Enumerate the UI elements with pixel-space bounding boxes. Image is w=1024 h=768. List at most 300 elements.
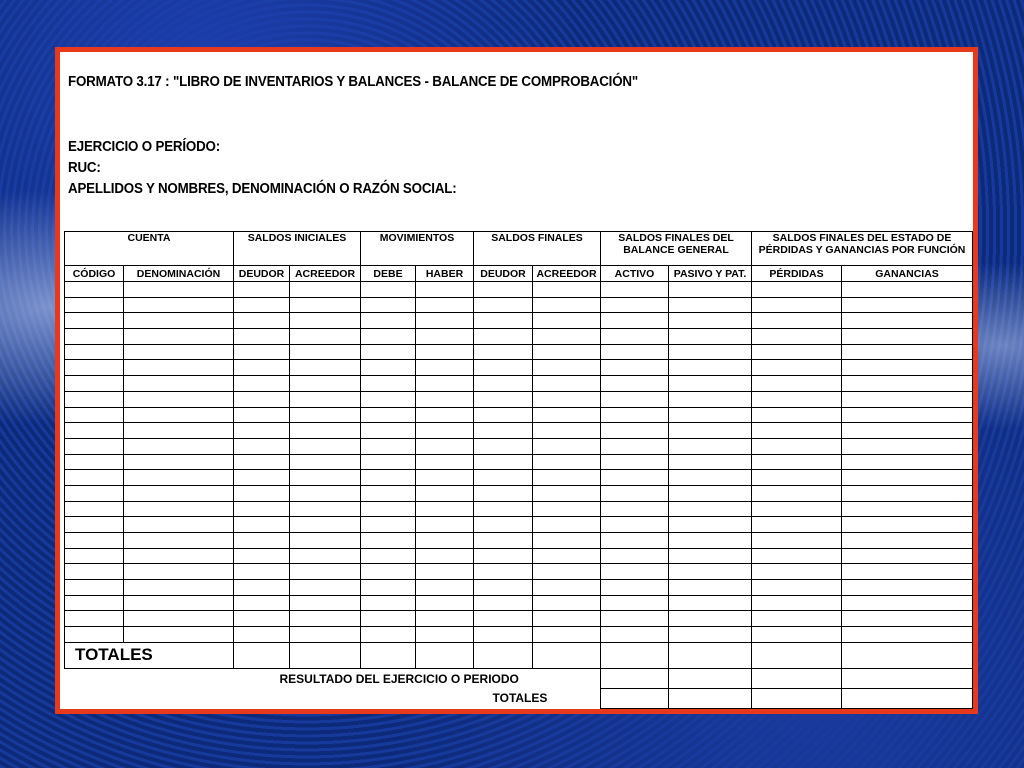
table-cell[interactable] — [842, 642, 973, 668]
table-cell[interactable] — [669, 313, 752, 329]
table-cell[interactable] — [290, 533, 361, 549]
table-cell[interactable] — [842, 376, 973, 392]
table-cell[interactable] — [290, 438, 361, 454]
table-cell[interactable] — [752, 611, 842, 627]
table-cell[interactable] — [416, 423, 474, 439]
table-cell[interactable] — [842, 360, 973, 376]
table-cell[interactable] — [124, 376, 234, 392]
table-cell[interactable] — [361, 642, 416, 668]
table-cell[interactable] — [416, 485, 474, 501]
table-row — [65, 360, 973, 376]
table-cell[interactable] — [65, 376, 124, 392]
table-cell[interactable] — [842, 501, 973, 517]
table-cell[interactable] — [234, 329, 290, 345]
table-cell[interactable] — [752, 376, 842, 392]
table-cell[interactable] — [842, 329, 973, 345]
table-cell[interactable] — [361, 313, 416, 329]
table-cell[interactable] — [124, 580, 234, 596]
table-cell[interactable] — [416, 297, 474, 313]
table-cell[interactable] — [474, 548, 533, 564]
table-cell[interactable] — [533, 485, 601, 501]
table-cell[interactable] — [290, 454, 361, 470]
table-cell[interactable] — [124, 533, 234, 549]
table-cell[interactable] — [533, 595, 601, 611]
table-cell[interactable] — [416, 501, 474, 517]
table-cell[interactable] — [361, 580, 416, 596]
table-cell[interactable] — [124, 360, 234, 376]
table-cell[interactable] — [601, 668, 669, 688]
table-cell[interactable] — [290, 627, 361, 643]
table-cell[interactable] — [234, 580, 290, 596]
table-cell[interactable] — [474, 454, 533, 470]
table-cell[interactable] — [416, 548, 474, 564]
table-cell[interactable] — [290, 423, 361, 439]
table-cell[interactable] — [416, 391, 474, 407]
table-cell[interactable] — [533, 360, 601, 376]
table-cell[interactable] — [752, 454, 842, 470]
table-cell[interactable] — [416, 313, 474, 329]
table-cell[interactable] — [361, 501, 416, 517]
table-cell[interactable] — [124, 501, 234, 517]
table-cell[interactable] — [234, 517, 290, 533]
table-cell[interactable] — [842, 485, 973, 501]
table-cell[interactable] — [669, 282, 752, 298]
table-cell[interactable] — [124, 611, 234, 627]
table-cell[interactable] — [124, 282, 234, 298]
table-cell[interactable] — [124, 423, 234, 439]
table-cell[interactable] — [416, 438, 474, 454]
table-cell[interactable] — [752, 329, 842, 345]
table-cell[interactable] — [601, 517, 669, 533]
table-cell[interactable] — [669, 485, 752, 501]
table-cell[interactable] — [234, 282, 290, 298]
table-cell[interactable] — [533, 313, 601, 329]
table-cell[interactable] — [65, 391, 124, 407]
table-cell[interactable] — [601, 642, 669, 668]
table-cell[interactable] — [752, 282, 842, 298]
table-cell[interactable] — [669, 376, 752, 392]
table-cell[interactable] — [361, 485, 416, 501]
table-cell[interactable] — [669, 548, 752, 564]
table-cell[interactable] — [124, 391, 234, 407]
table-cell[interactable] — [669, 501, 752, 517]
table-cell[interactable] — [752, 297, 842, 313]
table-cell[interactable] — [669, 627, 752, 643]
table-cell[interactable] — [842, 668, 973, 688]
table-cell[interactable] — [533, 501, 601, 517]
table-cell[interactable] — [416, 329, 474, 345]
table-cell[interactable] — [669, 423, 752, 439]
table-cell[interactable] — [124, 344, 234, 360]
table-cell[interactable] — [533, 454, 601, 470]
table-cell[interactable] — [533, 423, 601, 439]
table-cell[interactable] — [474, 611, 533, 627]
table-cell[interactable] — [234, 611, 290, 627]
table-cell[interactable] — [601, 438, 669, 454]
table-cell[interactable] — [474, 470, 533, 486]
table-cell[interactable] — [533, 470, 601, 486]
table-cell[interactable] — [290, 329, 361, 345]
table-cell[interactable] — [234, 407, 290, 423]
table-cell[interactable] — [601, 313, 669, 329]
table-cell[interactable] — [65, 533, 124, 549]
period-label: EJERCICIO O PERÍODO: — [68, 139, 220, 155]
table-cell[interactable] — [533, 297, 601, 313]
table-cell[interactable] — [290, 548, 361, 564]
table-cell[interactable] — [601, 627, 669, 643]
table-cell[interactable] — [474, 438, 533, 454]
table-cell[interactable] — [752, 360, 842, 376]
table-cell[interactable] — [234, 642, 290, 668]
table-cell[interactable] — [842, 313, 973, 329]
table-cell[interactable] — [474, 282, 533, 298]
table-cell[interactable] — [65, 454, 124, 470]
table-cell[interactable] — [416, 533, 474, 549]
table-cell[interactable] — [842, 423, 973, 439]
table-cell[interactable] — [234, 595, 290, 611]
table-cell[interactable] — [474, 580, 533, 596]
table-cell[interactable] — [65, 485, 124, 501]
table-cell[interactable] — [842, 595, 973, 611]
table-cell[interactable] — [416, 360, 474, 376]
table-cell[interactable] — [65, 580, 124, 596]
table-cell[interactable] — [752, 595, 842, 611]
table-cell[interactable] — [234, 391, 290, 407]
table-cell[interactable] — [361, 329, 416, 345]
table-cell[interactable] — [474, 517, 533, 533]
table-cell[interactable] — [752, 313, 842, 329]
table-cell[interactable] — [361, 564, 416, 580]
format-sheet — [55, 47, 978, 714]
table-cell[interactable] — [601, 580, 669, 596]
table-cell[interactable] — [842, 548, 973, 564]
table-cell[interactable] — [290, 297, 361, 313]
table-cell[interactable] — [290, 376, 361, 392]
table-cell[interactable] — [669, 329, 752, 345]
table-cell[interactable] — [361, 533, 416, 549]
table-cell[interactable] — [474, 360, 533, 376]
table-cell[interactable] — [361, 391, 416, 407]
table-cell[interactable] — [234, 344, 290, 360]
table-cell[interactable] — [361, 517, 416, 533]
table-cell[interactable] — [601, 533, 669, 549]
table-cell[interactable] — [752, 517, 842, 533]
table-cell[interactable] — [124, 627, 234, 643]
table-cell[interactable] — [533, 627, 601, 643]
table-cell[interactable] — [234, 313, 290, 329]
table-cell[interactable] — [290, 282, 361, 298]
table-cell[interactable] — [65, 438, 124, 454]
table-cell[interactable] — [290, 595, 361, 611]
table-cell[interactable] — [65, 360, 124, 376]
table-cell[interactable] — [842, 391, 973, 407]
table-cell[interactable] — [842, 688, 973, 708]
table-cell[interactable] — [361, 423, 416, 439]
table-cell[interactable] — [361, 360, 416, 376]
table-cell[interactable] — [65, 313, 124, 329]
table-cell[interactable] — [474, 297, 533, 313]
table-cell[interactable] — [234, 360, 290, 376]
table-cell[interactable] — [601, 688, 669, 708]
table-cell[interactable] — [474, 344, 533, 360]
table-cell[interactable] — [601, 548, 669, 564]
table-cell[interactable] — [842, 297, 973, 313]
table-cell[interactable] — [601, 501, 669, 517]
table-cell[interactable] — [234, 485, 290, 501]
table-cell[interactable] — [416, 517, 474, 533]
table-cell[interactable] — [124, 329, 234, 345]
group-balance-general-line1: SALDOS FINALES DEL — [618, 232, 734, 244]
table-cell[interactable] — [361, 470, 416, 486]
table-cell[interactable] — [416, 611, 474, 627]
table-cell[interactable] — [842, 470, 973, 486]
table-cell[interactable] — [752, 407, 842, 423]
table-cell[interactable] — [669, 533, 752, 549]
table-cell[interactable] — [533, 548, 601, 564]
table-cell[interactable] — [752, 344, 842, 360]
table-cell[interactable] — [290, 517, 361, 533]
table-cell[interactable] — [752, 627, 842, 643]
table-cell[interactable] — [601, 391, 669, 407]
table-cell[interactable] — [669, 517, 752, 533]
table-cell[interactable] — [474, 595, 533, 611]
table-cell[interactable] — [124, 454, 234, 470]
table-cell[interactable] — [752, 580, 842, 596]
table-cell[interactable] — [533, 329, 601, 345]
table-cell[interactable] — [474, 627, 533, 643]
table-cell[interactable] — [234, 376, 290, 392]
table-cell[interactable] — [842, 627, 973, 643]
table-cell[interactable] — [752, 485, 842, 501]
table-cell[interactable] — [752, 391, 842, 407]
table-cell[interactable] — [533, 438, 601, 454]
table-cell[interactable] — [234, 548, 290, 564]
table-cell[interactable] — [416, 454, 474, 470]
table-cell[interactable] — [65, 564, 124, 580]
table-cell[interactable] — [124, 313, 234, 329]
table-cell[interactable] — [533, 376, 601, 392]
table-cell[interactable] — [533, 391, 601, 407]
table-cell[interactable] — [842, 407, 973, 423]
table-cell[interactable] — [474, 642, 533, 668]
table-cell[interactable] — [752, 438, 842, 454]
table-cell[interactable] — [669, 454, 752, 470]
table-cell[interactable] — [669, 688, 752, 708]
table-cell[interactable] — [361, 595, 416, 611]
table-cell[interactable] — [416, 564, 474, 580]
table-cell[interactable] — [234, 501, 290, 517]
table-cell[interactable] — [601, 360, 669, 376]
table-cell[interactable] — [65, 297, 124, 313]
table-cell[interactable] — [669, 470, 752, 486]
table-cell[interactable] — [533, 407, 601, 423]
table-cell[interactable] — [124, 548, 234, 564]
table-cell[interactable] — [533, 282, 601, 298]
table-cell[interactable] — [234, 564, 290, 580]
table-cell[interactable] — [752, 423, 842, 439]
table-cell[interactable] — [601, 564, 669, 580]
table-cell[interactable] — [65, 329, 124, 345]
table-cell[interactable] — [474, 391, 533, 407]
table-cell[interactable] — [752, 533, 842, 549]
table-cell[interactable] — [474, 501, 533, 517]
table-cell[interactable] — [842, 533, 973, 549]
table-cell[interactable] — [361, 297, 416, 313]
table-cell[interactable] — [234, 423, 290, 439]
table-cell[interactable] — [842, 564, 973, 580]
table-cell[interactable] — [474, 485, 533, 501]
table-cell[interactable] — [601, 423, 669, 439]
table-cell[interactable] — [65, 407, 124, 423]
table-cell[interactable] — [124, 564, 234, 580]
table-cell[interactable] — [234, 533, 290, 549]
table-cell[interactable] — [669, 297, 752, 313]
table-cell[interactable] — [752, 564, 842, 580]
table-cell[interactable] — [601, 454, 669, 470]
table-cell[interactable] — [290, 407, 361, 423]
table-cell[interactable] — [361, 376, 416, 392]
table-cell[interactable] — [124, 517, 234, 533]
table-cell[interactable] — [65, 517, 124, 533]
table-cell[interactable] — [234, 454, 290, 470]
table-cell[interactable] — [669, 642, 752, 668]
table-cell[interactable] — [533, 564, 601, 580]
table-cell[interactable] — [601, 611, 669, 627]
table-cell[interactable] — [669, 391, 752, 407]
table-cell[interactable] — [601, 485, 669, 501]
table-cell[interactable] — [234, 438, 290, 454]
table-cell[interactable] — [842, 438, 973, 454]
table-cell[interactable] — [842, 454, 973, 470]
table-cell[interactable] — [65, 470, 124, 486]
table-cell[interactable] — [124, 297, 234, 313]
table-cell[interactable] — [124, 438, 234, 454]
table-cell[interactable] — [752, 548, 842, 564]
table-cell[interactable] — [361, 548, 416, 564]
table-cell[interactable] — [416, 580, 474, 596]
table-cell[interactable] — [752, 470, 842, 486]
table-cell[interactable] — [290, 564, 361, 580]
table-cell[interactable] — [416, 470, 474, 486]
table-cell[interactable] — [842, 517, 973, 533]
table-cell[interactable] — [601, 329, 669, 345]
table-cell[interactable] — [124, 595, 234, 611]
table-cell[interactable] — [752, 688, 842, 708]
table-cell[interactable] — [65, 611, 124, 627]
table-cell[interactable] — [290, 391, 361, 407]
table-cell[interactable] — [361, 611, 416, 627]
table-cell[interactable] — [533, 642, 601, 668]
table-cell[interactable] — [416, 407, 474, 423]
table-cell[interactable] — [533, 611, 601, 627]
table-cell[interactable] — [533, 344, 601, 360]
group-saldos-iniciales: SALDOS INICIALES — [234, 232, 361, 266]
table-cell[interactable] — [842, 580, 973, 596]
table-cell[interactable] — [416, 376, 474, 392]
table-cell[interactable] — [474, 329, 533, 345]
table-cell[interactable] — [752, 501, 842, 517]
table-cell[interactable] — [533, 517, 601, 533]
table-cell[interactable] — [533, 533, 601, 549]
table-cell[interactable] — [124, 407, 234, 423]
final-totals-row — [65, 688, 973, 708]
table-cell[interactable] — [290, 642, 361, 668]
table-cell[interactable] — [474, 313, 533, 329]
table-cell[interactable] — [474, 376, 533, 392]
table-cell[interactable] — [601, 470, 669, 486]
table-cell[interactable] — [601, 297, 669, 313]
table-cell[interactable] — [124, 485, 234, 501]
table-cell[interactable] — [669, 344, 752, 360]
table-cell[interactable] — [416, 282, 474, 298]
table-cell[interactable] — [474, 564, 533, 580]
table-cell[interactable] — [669, 611, 752, 627]
table-cell[interactable] — [601, 282, 669, 298]
table-cell[interactable] — [361, 344, 416, 360]
table-cell[interactable] — [65, 627, 124, 643]
table-cell[interactable] — [601, 376, 669, 392]
table-cell[interactable] — [65, 501, 124, 517]
table-cell[interactable] — [290, 611, 361, 627]
table-cell[interactable] — [290, 485, 361, 501]
table-cell[interactable] — [65, 423, 124, 439]
table-cell[interactable] — [361, 438, 416, 454]
table-cell[interactable] — [290, 313, 361, 329]
table-cell[interactable] — [361, 627, 416, 643]
table-cell[interactable] — [842, 611, 973, 627]
table-cell[interactable] — [669, 360, 752, 376]
table-cell[interactable] — [416, 344, 474, 360]
table-cell[interactable] — [361, 282, 416, 298]
table-cell[interactable] — [669, 407, 752, 423]
table-cell[interactable] — [290, 470, 361, 486]
table-cell[interactable] — [416, 595, 474, 611]
table-cell[interactable] — [361, 454, 416, 470]
table-cell[interactable] — [474, 533, 533, 549]
table-cell[interactable] — [752, 668, 842, 688]
table-cell[interactable] — [669, 595, 752, 611]
table-cell[interactable] — [290, 344, 361, 360]
table-cell[interactable] — [290, 360, 361, 376]
table-cell[interactable] — [669, 438, 752, 454]
table-cell[interactable] — [533, 580, 601, 596]
table-cell[interactable] — [234, 297, 290, 313]
table-cell[interactable] — [601, 595, 669, 611]
table-cell[interactable] — [752, 642, 842, 668]
table-cell[interactable] — [124, 470, 234, 486]
table-cell[interactable] — [669, 668, 752, 688]
table-cell[interactable] — [290, 580, 361, 596]
table-cell[interactable] — [65, 595, 124, 611]
table-cell[interactable] — [669, 564, 752, 580]
table-cell[interactable] — [842, 344, 973, 360]
table-cell[interactable] — [361, 407, 416, 423]
table-cell[interactable] — [474, 407, 533, 423]
table-cell[interactable] — [65, 282, 124, 298]
table-cell[interactable] — [601, 344, 669, 360]
table-cell[interactable] — [416, 642, 474, 668]
table-cell[interactable] — [65, 548, 124, 564]
table-cell[interactable] — [234, 470, 290, 486]
table-cell[interactable] — [234, 627, 290, 643]
table-cell[interactable] — [290, 501, 361, 517]
table-cell[interactable] — [65, 344, 124, 360]
table-cell[interactable] — [416, 627, 474, 643]
table-cell[interactable] — [474, 423, 533, 439]
table-cell[interactable] — [842, 282, 973, 298]
table-cell[interactable] — [601, 407, 669, 423]
table-cell[interactable] — [669, 580, 752, 596]
